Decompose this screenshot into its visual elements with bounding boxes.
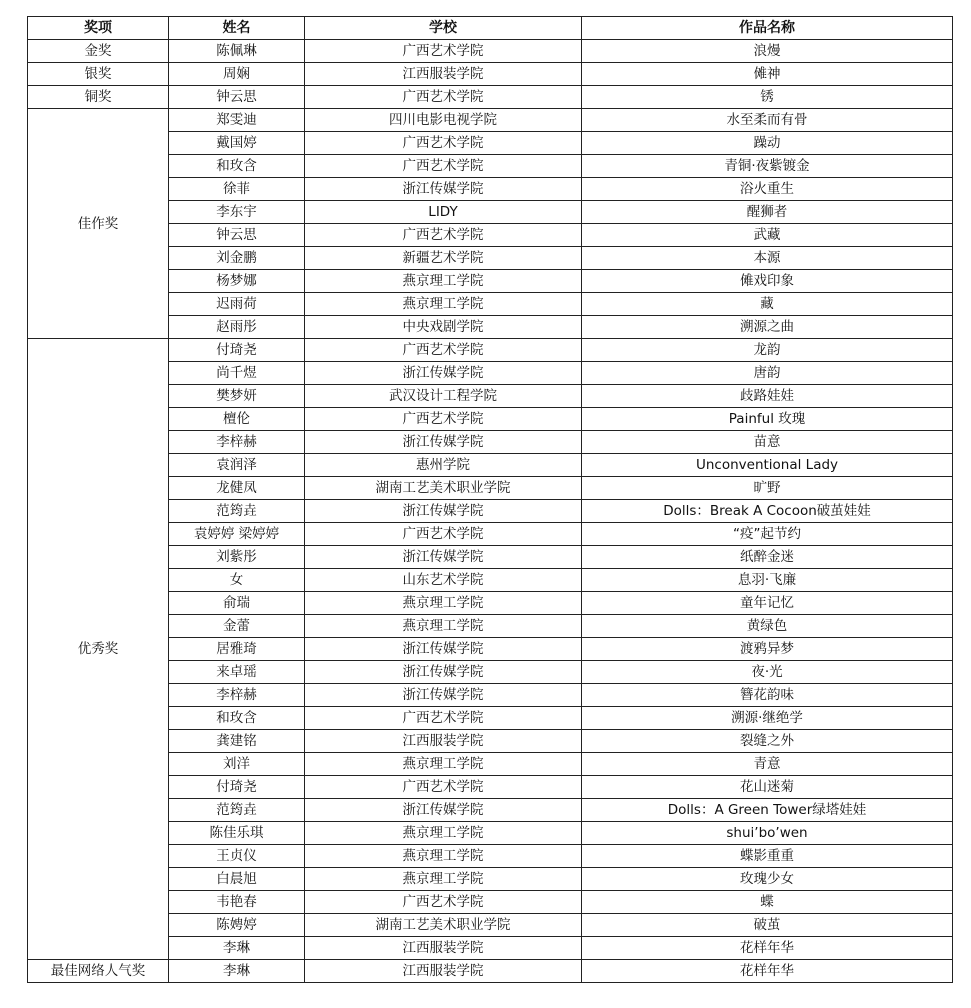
award-cell: 优秀奖 bbox=[28, 339, 169, 960]
name-cell: 袁润泽 bbox=[169, 454, 305, 477]
school-cell: 广西艺术学院 bbox=[305, 707, 582, 730]
name-cell: 郑雯迪 bbox=[169, 109, 305, 132]
work-title-cell: 武藏 bbox=[582, 224, 953, 247]
work-title-cell: 破茧 bbox=[582, 914, 953, 937]
name-cell: 刘洋 bbox=[169, 753, 305, 776]
name-cell: 韦艳春 bbox=[169, 891, 305, 914]
school-cell: 浙江传媒学院 bbox=[305, 684, 582, 707]
work-title-cell: 青意 bbox=[582, 753, 953, 776]
work-title-cell: 傩戏印象 bbox=[582, 270, 953, 293]
name-cell: 周娴 bbox=[169, 63, 305, 86]
school-cell: 燕京理工学院 bbox=[305, 592, 582, 615]
name-cell: 白晨旭 bbox=[169, 868, 305, 891]
school-cell: 广西艺术学院 bbox=[305, 224, 582, 247]
school-cell: 四川电影电视学院 bbox=[305, 109, 582, 132]
award-cell: 最佳网络人气奖 bbox=[28, 960, 169, 983]
school-cell: 燕京理工学院 bbox=[305, 293, 582, 316]
work-title-cell: 浪熳 bbox=[582, 40, 953, 63]
name-cell: 刘紫彤 bbox=[169, 546, 305, 569]
work-title-cell: Dolls：A Green Tower绿塔娃娃 bbox=[582, 799, 953, 822]
work-title-cell: 溯源·继绝学 bbox=[582, 707, 953, 730]
name-cell: 付琦尧 bbox=[169, 776, 305, 799]
name-cell: 李梓赫 bbox=[169, 684, 305, 707]
name-cell: 尚千煜 bbox=[169, 362, 305, 385]
name-cell: 居雅琦 bbox=[169, 638, 305, 661]
school-cell: 江西服装学院 bbox=[305, 960, 582, 983]
name-cell: 范筠垚 bbox=[169, 500, 305, 523]
name-cell: 樊梦妍 bbox=[169, 385, 305, 408]
work-title-cell: 醒狮者 bbox=[582, 201, 953, 224]
work-title-cell: 童年记忆 bbox=[582, 592, 953, 615]
table-row bbox=[28, 63, 953, 86]
awards-table bbox=[27, 16, 953, 983]
school-cell: 广西艺术学院 bbox=[305, 408, 582, 431]
school-cell: LIDY bbox=[305, 201, 582, 224]
header-work-title: 作品名称 bbox=[582, 17, 953, 40]
school-cell: 广西艺术学院 bbox=[305, 40, 582, 63]
award-cell: 佳作奖 bbox=[28, 109, 169, 339]
work-title-cell: 蝶影重重 bbox=[582, 845, 953, 868]
table-body bbox=[28, 40, 953, 983]
name-cell: 俞瑞 bbox=[169, 592, 305, 615]
header-name: 姓名 bbox=[169, 17, 305, 40]
school-cell: 山东艺术学院 bbox=[305, 569, 582, 592]
award-cell: 银奖 bbox=[28, 63, 169, 86]
school-cell: 浙江传媒学院 bbox=[305, 362, 582, 385]
work-title-cell: 歧路娃娃 bbox=[582, 385, 953, 408]
school-cell: 浙江传媒学院 bbox=[305, 661, 582, 684]
work-title-cell: 纸醉金迷 bbox=[582, 546, 953, 569]
work-title-cell: 花样年华 bbox=[582, 960, 953, 983]
school-cell: 燕京理工学院 bbox=[305, 753, 582, 776]
table-header-row bbox=[28, 17, 953, 40]
work-title-cell: 玫瑰少女 bbox=[582, 868, 953, 891]
school-cell: 武汉设计工程学院 bbox=[305, 385, 582, 408]
work-title-cell: 黄绿色 bbox=[582, 615, 953, 638]
school-cell: 燕京理工学院 bbox=[305, 270, 582, 293]
name-cell: 龚建铭 bbox=[169, 730, 305, 753]
name-cell: 李东宇 bbox=[169, 201, 305, 224]
school-cell: 浙江传媒学院 bbox=[305, 638, 582, 661]
school-cell: 燕京理工学院 bbox=[305, 845, 582, 868]
school-cell: 江西服装学院 bbox=[305, 937, 582, 960]
name-cell: 女 bbox=[169, 569, 305, 592]
work-title-cell: 唐韵 bbox=[582, 362, 953, 385]
name-cell: 龙健凤 bbox=[169, 477, 305, 500]
school-cell: 广西艺术学院 bbox=[305, 523, 582, 546]
school-cell: 湖南工艺美术职业学院 bbox=[305, 914, 582, 937]
work-title-cell: 水至柔而有骨 bbox=[582, 109, 953, 132]
work-title-cell: 傩神 bbox=[582, 63, 953, 86]
school-cell: 燕京理工学院 bbox=[305, 615, 582, 638]
name-cell: 陈娉婷 bbox=[169, 914, 305, 937]
work-title-cell: Unconventional Lady bbox=[582, 454, 953, 477]
school-cell: 广西艺术学院 bbox=[305, 891, 582, 914]
name-cell: 李梓赫 bbox=[169, 431, 305, 454]
name-cell: 徐菲 bbox=[169, 178, 305, 201]
school-cell: 江西服装学院 bbox=[305, 63, 582, 86]
name-cell: 李琳 bbox=[169, 937, 305, 960]
work-title-cell: “疫”起节约 bbox=[582, 523, 953, 546]
school-cell: 广西艺术学院 bbox=[305, 155, 582, 178]
header-school: 学校 bbox=[305, 17, 582, 40]
name-cell: 王贞仪 bbox=[169, 845, 305, 868]
school-cell: 江西服装学院 bbox=[305, 730, 582, 753]
work-title-cell: 渡鸦异梦 bbox=[582, 638, 953, 661]
work-title-cell: 蝶 bbox=[582, 891, 953, 914]
table-row bbox=[28, 960, 953, 983]
table-row bbox=[28, 40, 953, 63]
name-cell: 钟云思 bbox=[169, 224, 305, 247]
name-cell: 檀伦 bbox=[169, 408, 305, 431]
name-cell: 付琦尧 bbox=[169, 339, 305, 362]
school-cell: 浙江传媒学院 bbox=[305, 431, 582, 454]
name-cell: 赵雨彤 bbox=[169, 316, 305, 339]
name-cell: 陈佳乐琪 bbox=[169, 822, 305, 845]
work-title-cell: shui’bo’wen bbox=[582, 822, 953, 845]
school-cell: 浙江传媒学院 bbox=[305, 546, 582, 569]
school-cell: 广西艺术学院 bbox=[305, 86, 582, 109]
name-cell: 和玫含 bbox=[169, 707, 305, 730]
school-cell: 广西艺术学院 bbox=[305, 132, 582, 155]
work-title-cell: 花山迷菊 bbox=[582, 776, 953, 799]
work-title-cell: 苗意 bbox=[582, 431, 953, 454]
name-cell: 杨梦娜 bbox=[169, 270, 305, 293]
name-cell: 李琳 bbox=[169, 960, 305, 983]
work-title-cell: 花样年华 bbox=[582, 937, 953, 960]
school-cell: 广西艺术学院 bbox=[305, 339, 582, 362]
work-title-cell: 本源 bbox=[582, 247, 953, 270]
work-title-cell: 息羽·飞廉 bbox=[582, 569, 953, 592]
work-title-cell: 簪花韵味 bbox=[582, 684, 953, 707]
school-cell: 浙江传媒学院 bbox=[305, 178, 582, 201]
name-cell: 金蕾 bbox=[169, 615, 305, 638]
work-title-cell: Dolls：Break A Cocoon破茧娃娃 bbox=[582, 500, 953, 523]
school-cell: 湖南工艺美术职业学院 bbox=[305, 477, 582, 500]
work-title-cell: 裂缝之外 bbox=[582, 730, 953, 753]
table-row bbox=[28, 86, 953, 109]
name-cell: 钟云思 bbox=[169, 86, 305, 109]
name-cell: 刘金鹏 bbox=[169, 247, 305, 270]
school-cell: 广西艺术学院 bbox=[305, 776, 582, 799]
name-cell: 迟雨荷 bbox=[169, 293, 305, 316]
work-title-cell: 龙韵 bbox=[582, 339, 953, 362]
school-cell: 惠州学院 bbox=[305, 454, 582, 477]
name-cell: 戴国婷 bbox=[169, 132, 305, 155]
school-cell: 新疆艺术学院 bbox=[305, 247, 582, 270]
school-cell: 燕京理工学院 bbox=[305, 868, 582, 891]
work-title-cell: 旷野 bbox=[582, 477, 953, 500]
school-cell: 浙江传媒学院 bbox=[305, 799, 582, 822]
school-cell: 浙江传媒学院 bbox=[305, 500, 582, 523]
header-award: 奖项 bbox=[28, 17, 169, 40]
table-row bbox=[28, 339, 953, 362]
work-title-cell: 躁动 bbox=[582, 132, 953, 155]
work-title-cell: 青铜·夜紫镀金 bbox=[582, 155, 953, 178]
name-cell: 来卓瑶 bbox=[169, 661, 305, 684]
award-cell: 铜奖 bbox=[28, 86, 169, 109]
name-cell: 袁婷婷 梁婷婷 bbox=[169, 523, 305, 546]
name-cell: 陈佩琳 bbox=[169, 40, 305, 63]
work-title-cell: 夜·光 bbox=[582, 661, 953, 684]
school-cell: 中央戏剧学院 bbox=[305, 316, 582, 339]
work-title-cell: 溯源之曲 bbox=[582, 316, 953, 339]
name-cell: 和玫含 bbox=[169, 155, 305, 178]
name-cell: 范筠垚 bbox=[169, 799, 305, 822]
work-title-cell: 锈 bbox=[582, 86, 953, 109]
award-cell: 金奖 bbox=[28, 40, 169, 63]
work-title-cell: 浴火重生 bbox=[582, 178, 953, 201]
table-row bbox=[28, 109, 953, 132]
school-cell: 燕京理工学院 bbox=[305, 822, 582, 845]
work-title-cell: Painful 玫瑰 bbox=[582, 408, 953, 431]
work-title-cell: 藏 bbox=[582, 293, 953, 316]
